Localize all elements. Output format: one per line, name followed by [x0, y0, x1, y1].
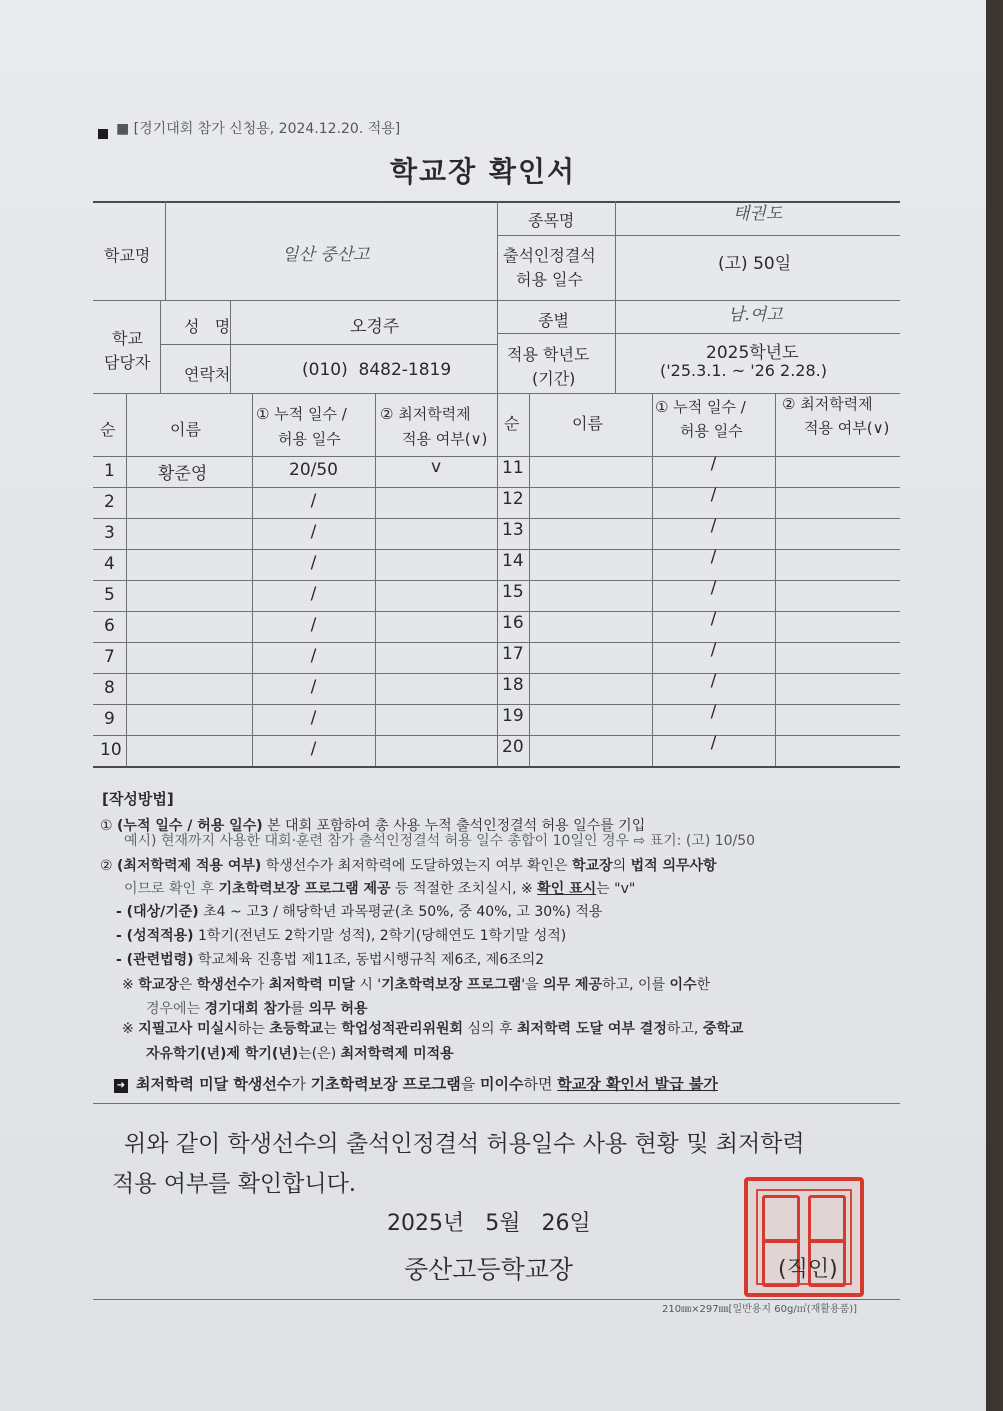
header-days-2-left: 허용 일수	[278, 430, 341, 448]
l12-c: 기초학력보장 프로그램	[310, 1075, 461, 1093]
l8-d: 학생선수	[196, 977, 251, 993]
l8-a: ※	[122, 977, 139, 993]
row-number: 7	[104, 647, 115, 667]
instruction-line-6	[116, 925, 566, 945]
seal-character	[808, 1195, 846, 1243]
header-min-1-left: ② 최저학력제	[380, 405, 471, 423]
l8-l: 이수	[669, 977, 697, 993]
days-cell: /	[310, 491, 317, 511]
row-number: 15	[502, 582, 524, 602]
instruction-line-12	[136, 1073, 718, 1094]
row-number: 13	[502, 520, 524, 540]
date-day: 26일	[541, 1211, 591, 1236]
l3-bold: (최저학력제 적용 여부)	[117, 858, 262, 874]
days-cell: /	[710, 640, 717, 660]
absence-value: (고) 50일	[718, 254, 792, 274]
date-month: 5월	[485, 1211, 521, 1236]
l4-e: 는 "v"	[596, 881, 636, 897]
header-name-right: 이름	[572, 414, 603, 433]
row-line	[93, 487, 900, 488]
row-number: 18	[502, 675, 524, 695]
header-min-2-right: 적용 여부(∨)	[804, 419, 890, 437]
l4-d: 확인 표시	[537, 881, 597, 897]
days-cell: /	[710, 578, 717, 598]
row-line	[93, 549, 900, 550]
row-number: 17	[502, 644, 524, 664]
days-cell: /	[710, 702, 717, 722]
l6-t: 1학기(전년도 2학기말 성적), 2학기(당해연도 1학기말 성적)	[193, 928, 567, 944]
row-number: 11	[502, 458, 524, 478]
date-year: 2025년	[387, 1211, 465, 1236]
l8-g: 시 '	[354, 977, 382, 993]
days-cell: /	[310, 522, 317, 542]
page-title: 학교장 확인서	[390, 155, 577, 188]
l3-bold2: 학교장	[572, 858, 613, 874]
instruction-line-9	[146, 998, 368, 1018]
row-number: 5	[104, 585, 115, 605]
l12-d: 을	[460, 1075, 481, 1093]
days-cell: /	[710, 671, 717, 691]
instruction-line-8	[122, 974, 710, 994]
l8-i: '을	[521, 977, 544, 993]
instruction-line-10	[122, 1018, 743, 1038]
l8-f: 최저학력 미달	[268, 977, 355, 993]
name-label: 성 명	[184, 317, 231, 336]
row-number: 3	[104, 523, 115, 543]
l9-c: 를	[290, 1001, 309, 1017]
l11-b: 는(은)	[298, 1046, 341, 1062]
year-label-2: (기간)	[532, 369, 576, 388]
days-cell: /	[310, 708, 317, 728]
l12-g: 학교장 확인서 발급 불가	[557, 1075, 718, 1093]
l12-f: 하면	[523, 1075, 558, 1093]
l7-b: - (관련법령)	[116, 952, 194, 968]
l8-c: 은	[178, 977, 197, 993]
l8-h: 기초학력보장 프로그램	[381, 977, 522, 993]
l10-f: 학업성적관리위원회	[341, 1021, 464, 1037]
l9-d: 의무 허용	[308, 1001, 368, 1017]
instruction-line-11	[146, 1043, 454, 1063]
table-bottom-border	[93, 766, 900, 768]
row-line	[93, 611, 900, 612]
row-number: 6	[104, 616, 115, 636]
l7-t: 학교체육 진흥법 제11조, 동법시행규칙 제6조, 제6조의2	[193, 952, 545, 968]
l6-b: - (성적적용)	[116, 928, 194, 944]
l11-a: 자유학기(년)제 학기(년)	[146, 1046, 299, 1062]
days-cell: /	[710, 547, 717, 567]
year-value-2: ('25.3.1. ~ '26 2.28.)	[660, 361, 827, 380]
l4-b: 기초학력보장 프로그램 제공	[218, 881, 391, 897]
row-number: 4	[104, 554, 115, 574]
row-line	[93, 580, 900, 581]
arrow-box-icon: ➜	[114, 1079, 128, 1093]
grid-line	[615, 201, 616, 393]
l10-j: 중학교	[702, 1021, 744, 1037]
grid-line	[497, 333, 900, 334]
days-cell: /	[310, 646, 317, 666]
row-line	[93, 735, 900, 736]
header-note: ■ [경기대회 참가 신청용, 2024.12.20. 적용]	[116, 121, 401, 137]
grid-line	[497, 235, 900, 236]
l8-j: 의무 제공	[543, 977, 603, 993]
row-line	[93, 642, 900, 643]
gender-value: 남.여고	[728, 305, 783, 325]
student-name: 황준영	[158, 464, 208, 484]
section-divider	[93, 1103, 900, 1104]
days-cell: /	[310, 677, 317, 697]
l1-bold: (누적 일수 / 허용 일수)	[117, 818, 263, 834]
grid-line	[160, 344, 497, 345]
phone-value: (010) 8482-1819	[302, 360, 452, 380]
absence-label-1: 출석인정결석	[503, 246, 596, 265]
header-days-1-left: ① 누적 일수 /	[256, 405, 347, 423]
instruction-line-5	[116, 901, 602, 921]
days-cell: /	[310, 615, 317, 635]
date-line	[387, 1206, 591, 1237]
l4-c: 등 적절한 조치실시, ※	[390, 881, 538, 897]
days-cell: /	[710, 454, 717, 474]
header-days-1-right: ① 누적 일수 /	[655, 398, 746, 416]
row-line	[93, 518, 900, 519]
l8-k: 하고, 이를	[602, 977, 670, 993]
row-line	[93, 673, 900, 674]
row-number: 16	[502, 613, 524, 633]
paper-spec: 210㎜×297㎜[일반용지 60g/㎡(재활용품)]	[662, 1304, 858, 1315]
l5-b: - (대상/기준)	[116, 904, 199, 920]
l10-g: 심의 후	[463, 1021, 517, 1037]
l12-e: 미이수	[480, 1075, 524, 1093]
header-min-2-left: 적용 여부(∨)	[402, 430, 488, 448]
l8-e: 가	[250, 977, 269, 993]
l3-text2: 의	[612, 858, 631, 874]
row-number: 9	[104, 709, 115, 729]
school-name-label: 학교명	[104, 246, 151, 265]
seal-label: (직인)	[778, 1257, 838, 1282]
l10-c: 하는	[237, 1021, 270, 1037]
days-cell: 20/50	[289, 460, 338, 480]
row-line	[93, 704, 900, 705]
year-label-1: 적용 학년도	[507, 345, 590, 364]
days-cell: /	[710, 609, 717, 629]
instruction-line-7	[116, 949, 544, 969]
l10-e: 는	[323, 1021, 342, 1037]
row-number: 19	[502, 706, 524, 726]
instruction-line-2: 예시) 현재까지 사용한 대회·훈련 참가 출석인정결석 허용 일수 총합이 10일인 경우 ⇨ 표기: (고) 10/50	[124, 833, 756, 849]
days-cell: /	[710, 485, 717, 505]
days-cell: /	[310, 584, 317, 604]
grid-line	[165, 201, 166, 300]
row-number: 14	[502, 551, 524, 571]
contact-label-1: 학교	[112, 329, 143, 348]
grid-line	[497, 201, 498, 393]
l8-b: 학교장	[138, 977, 179, 993]
instruction-line-4	[124, 878, 635, 898]
contact-label-2: 담당자	[104, 353, 151, 372]
instruction-line-3	[100, 855, 717, 875]
header-name-left: 이름	[170, 420, 201, 439]
header-days-2-right: 허용 일수	[680, 422, 743, 440]
l9-a: 경우에는	[146, 1001, 205, 1017]
l12-b: 가	[291, 1075, 311, 1093]
header-min-1-right: ② 최저학력제	[782, 395, 873, 413]
l10-i: 하고,	[666, 1021, 703, 1037]
seal-character	[762, 1195, 800, 1243]
instructions-heading: [작성방법]	[102, 790, 174, 808]
square-bullet-icon	[98, 129, 108, 139]
l1-text: 본 대회 포함하여 총 사용 누적 출석인정결석 허용 일수를 기입	[262, 818, 646, 834]
l5-t: 초4 ~ 고3 / 해당학년 과목평균(초 50%, 중 40%, 고 30%) 적용	[198, 904, 603, 920]
days-cell: /	[710, 516, 717, 536]
l10-h: 최저학력 도달 여부 결정	[516, 1021, 667, 1037]
row-number: 20	[502, 737, 524, 757]
absence-label-2: 허용 일수	[516, 270, 583, 289]
year-value-1: 2025학년도	[706, 343, 799, 363]
header-no-left: 순	[100, 420, 116, 439]
confirm-line-1: 위와 같이 학생선수의 출석인정결석 허용일수 사용 현황 및 최저학력	[124, 1131, 805, 1157]
days-cell: /	[710, 733, 717, 753]
event-label: 종목명	[528, 211, 575, 230]
l12-a: 최저학력 미달 학생선수	[136, 1075, 292, 1093]
confirm-line-2: 적용 여부를 확인합니다.	[112, 1171, 357, 1197]
l10-a: ※	[122, 1021, 139, 1037]
header-no-right: 순	[504, 414, 520, 433]
l3-bold3: 법적 의무사항	[630, 858, 717, 874]
l3-text: 학생선수가 최저학력에 도달하였는지 여부 확인은	[261, 858, 572, 874]
l11-c: 최저학력제 미적용	[340, 1046, 454, 1062]
phone-label: 연락처	[184, 365, 231, 384]
l9-b: 경기대회 참가	[204, 1001, 291, 1017]
row-number: 8	[104, 678, 115, 698]
days-cell: /	[310, 739, 317, 759]
row-number: 2	[104, 492, 115, 512]
days-cell: /	[310, 553, 317, 573]
principal-name: 중산고등학교장	[404, 1255, 574, 1284]
name-value: 오경주	[350, 317, 400, 337]
grid-line	[160, 300, 161, 393]
num-1: ①	[100, 818, 113, 834]
num-2: ②	[100, 858, 113, 874]
l10-b: 지필고사 미실시	[138, 1021, 238, 1037]
l4-a: 이므로 확인 후	[124, 881, 219, 897]
gender-label: 종별	[538, 311, 569, 330]
check-cell: v	[430, 457, 442, 477]
row-number: 1	[104, 461, 115, 481]
event-value: 태권도	[733, 204, 783, 224]
l8-m: 한	[696, 977, 711, 993]
row-number: 12	[502, 489, 524, 509]
l10-d: 초등학교	[269, 1021, 324, 1037]
school-name-value: 일산 중산고	[282, 245, 370, 265]
row-number: 10	[100, 740, 122, 760]
